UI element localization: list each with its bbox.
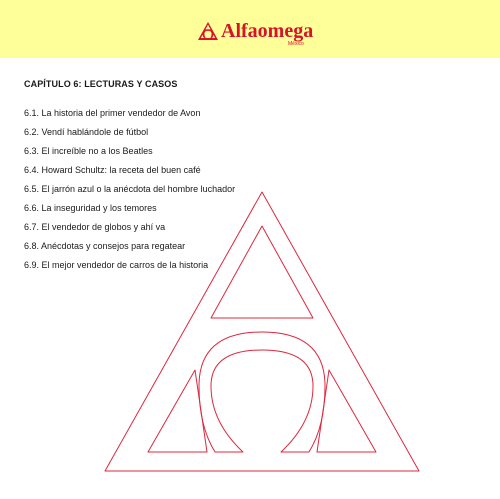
chapter-title: CAPÍTULO 6: LECTURAS Y CASOS	[24, 79, 178, 89]
toc-item: 6.5. El jarrón azul o la anécdota del hombre luchador	[24, 184, 236, 194]
brand-name: Alfaomega	[221, 20, 314, 42]
toc-list	[24, 107, 484, 271]
alfaomega-logo-icon	[198, 22, 218, 40]
header-band	[0, 0, 500, 58]
toc-item: 6.8. Anécdotas y consejos para regatear	[24, 241, 186, 251]
toc-item: 6.6. La inseguridad y los temores	[24, 203, 157, 213]
brand-subtitle: México	[288, 41, 304, 47]
toc-item: 6.1. La historia del primer vendedor de Avon	[24, 108, 201, 118]
table-of-contents	[24, 78, 484, 278]
toc-item: 6.2. Vendí hablándole de fútbol	[24, 127, 149, 137]
toc-item: 6.4. Howard Schultz: la receta del buen café	[24, 165, 201, 175]
toc-item: 6.7. El vendedor de globos y ahí va	[24, 222, 166, 232]
toc-item: 6.9. El mejor vendedor de carros de la historia	[24, 260, 209, 270]
toc-item: 6.3. El increíble no a los Beatles	[24, 146, 153, 156]
